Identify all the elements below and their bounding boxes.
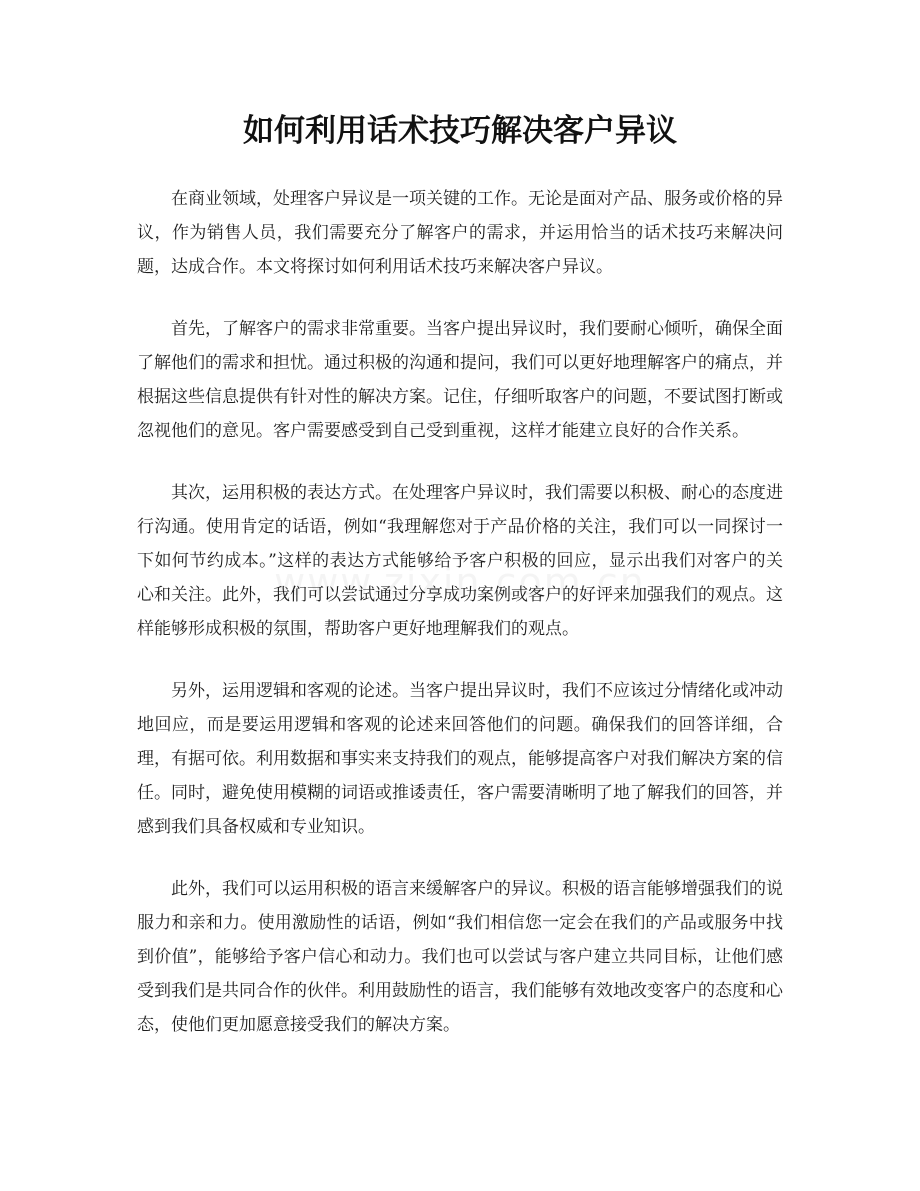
paragraph-positive-language: 此外，我们可以运用积极的语言来缓解客户的异议。积极的语言能够增强我们的说服力和亲和力。使用激励性的话语，例如“我们相信您一定会在我们的产品或服务中找到价值”，能够给予客户信心和动力。我们也可以尝试与客户建立共同目标，让他们感受到我们是共同合作的伙伴。利用鼓励性的语言，我们能够有效地改变客户的态度和心态，使他们更加愿意接受我们的解决方案。 (137, 879, 783, 1035)
paragraph-understand-needs: 首先，了解客户的需求非常重要。当客户提出异议时，我们要耐心倾听，确保全面了解他们的需求和担忧。通过积极的沟通和提问，我们可以更好地理解客户的痛点，并根据这些信息提供有针对性的解决方案。记住，仔细听取客户的问题，不要试图打断或忽视他们的意见。客户需要感受到自己受到重视，这样才能建立良好的合作关系。 (137, 319, 783, 441)
document-title: 如何利用话术技巧解决客户异议 (243, 113, 677, 149)
paragraph-positive-expression: 其次，运用积极的表达方式。在处理客户异议时，我们需要以积极、耐心的态度进行沟通。使用肯定的话语，例如“我理解您对于产品价格的关注，我们可以一同探讨一下如何节约成本。”这样的表达方式能够给予客户积极的回应，显示出我们对客户的关心和关注。此外，我们可以尝试通过分享成功案例或客户的好评来加强我们的观点。这样能够形成积极的氛围，帮助客户更好地理解我们的观点。 (137, 483, 783, 639)
document-body (137, 182, 783, 1070)
paragraph-logical-argument: 另外，运用逻辑和客观的论述。当客户提出异议时，我们不应该过分情绪化或冲动地回应，而是要运用逻辑和客观的论述来回答他们的问题。确保我们的回答详细，合理，有据可依。利用数据和事实来支持我们的观点，能够提高客户对我们解决方案的信任。同时，避免使用模糊的词语或推诿责任，客户需要清晰明了地了解我们的回答，并感到我们具备权威和专业知识。 (137, 681, 783, 837)
paragraph-intro: 在商业领域，处理客户异议是一项关键的工作。无论是面对产品、服务或价格的异议，作为销售人员，我们需要充分了解客户的需求，并运用恰当的话术技巧来解决问题，达成合作。本文将探讨如何利用话术技巧来解决客户异议。 (137, 189, 783, 277)
